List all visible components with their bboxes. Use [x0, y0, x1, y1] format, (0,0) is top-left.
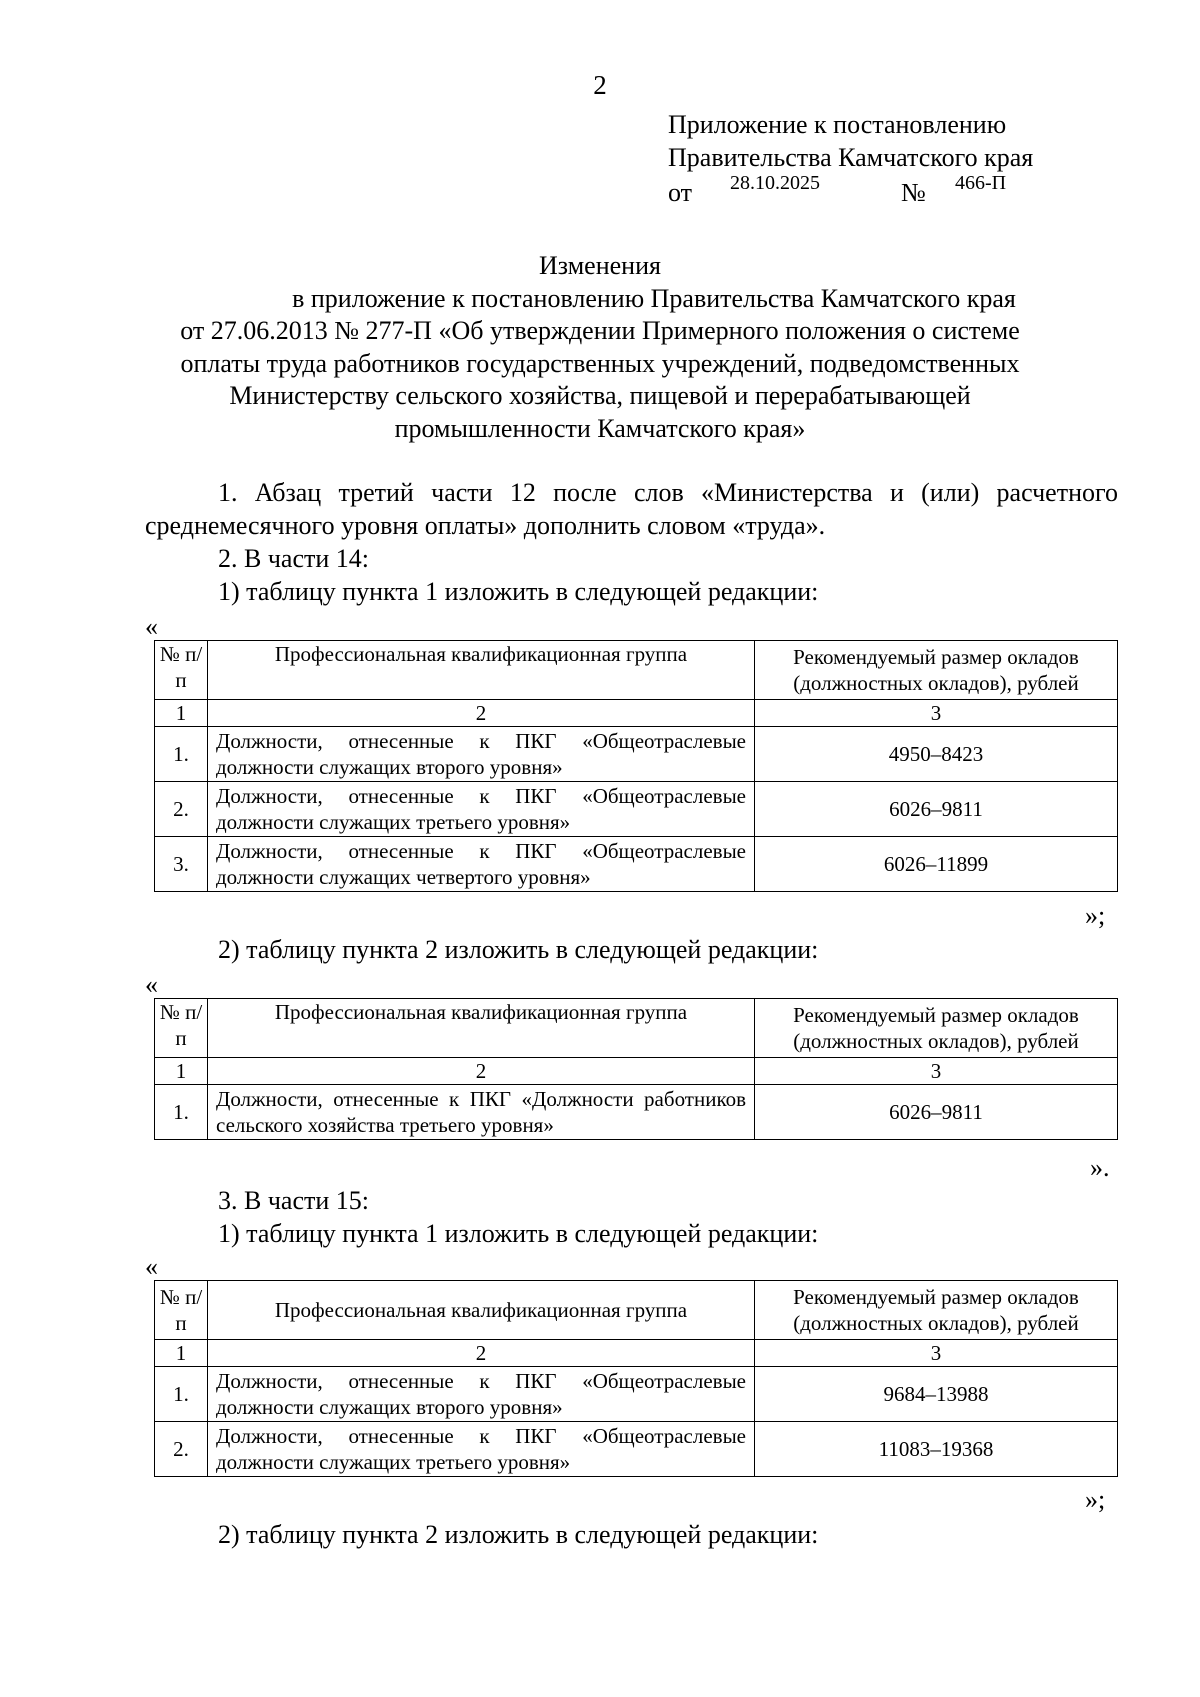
header-group: Профессиональная квалификационная группа [208, 999, 755, 1058]
row-group: Должности, отнесенные к ПКГ «Общеотраслевые должности служащих второго уровня» [208, 727, 755, 782]
row-salary: 6026–9811 [755, 782, 1118, 837]
header-number: № п/п [155, 641, 208, 700]
column-number-2: 2 [208, 1058, 755, 1085]
header-group: Профессиональная квалификационная группа [208, 641, 755, 700]
header-salary: Рекомендуемый размер окладов (должностных окладов), рублей [755, 641, 1118, 700]
paragraph-2: 2. В части 14: [218, 544, 369, 573]
header-number: № п/п [155, 1281, 208, 1340]
paragraph-2-item-1: 1) таблицу пункта 1 изложить в следующей редакции: [218, 577, 819, 606]
title-line-6: промышленности Камчатского края» [394, 414, 806, 443]
row-salary: 6026–9811 [755, 1085, 1118, 1140]
row-group: Должности, отнесенные к ПКГ «Должности работников сельского хозяйства третьего уровня» [208, 1085, 755, 1140]
row-number: 1. [155, 1367, 208, 1422]
header-salary: Рекомендуемый размер окладов (должностных окладов), рублей [755, 999, 1118, 1058]
title-line-1: Изменения [539, 251, 661, 280]
row-salary: 11083–19368 [755, 1422, 1118, 1477]
column-number-row [155, 700, 1118, 727]
open-quote: « [145, 970, 158, 999]
appendix-number: 466-П [955, 172, 1007, 194]
paragraph-1-line-1: 1. Абзац третий части 12 после слов «Министерства и (или) расчетного [218, 478, 1118, 507]
close-quote: »; [1085, 1485, 1106, 1514]
table-row [155, 727, 1118, 782]
from-label: от [668, 178, 693, 207]
table-row [155, 1422, 1118, 1477]
row-number: 2. [155, 1422, 208, 1477]
column-number-row [155, 1058, 1118, 1085]
appendix-date-line [668, 172, 1068, 210]
table-header-row [155, 641, 1118, 700]
table-row [155, 782, 1118, 837]
table-header-row [155, 1281, 1118, 1340]
number-label: № [901, 178, 926, 207]
title-line-3: от 27.06.2013 № 277-П «Об утверждении Примерного положения о системе [180, 316, 1020, 345]
paragraph-3-item-2: 2) таблицу пункта 2 изложить в следующей редакции: [218, 1520, 819, 1549]
column-number-1: 1 [155, 700, 208, 727]
header-group: Профессиональная квалификационная группа [208, 1281, 755, 1340]
column-number-1: 1 [155, 1340, 208, 1367]
column-number-2: 2 [208, 700, 755, 727]
row-number: 2. [155, 782, 208, 837]
row-group: Должности, отнесенные к ПКГ «Общеотраслевые должности служащих второго уровня» [208, 1367, 755, 1422]
title-line-5: Министерству сельского хозяйства, пищевой и перерабатывающей [229, 381, 971, 410]
row-number: 3. [155, 837, 208, 892]
header-salary: Рекомендуемый размер окладов (должностных окладов), рублей [755, 1281, 1118, 1340]
close-quote: ». [1090, 1153, 1110, 1182]
appendix-line-1: Приложение к постановлению [668, 110, 1007, 139]
close-quote: »; [1085, 901, 1106, 930]
paragraph-1-line-2: среднемесячного уровня оплаты» дополнить словом «труда». [145, 511, 826, 540]
row-salary: 4950–8423 [755, 727, 1118, 782]
title-line-2: в приложение к постановлению Правительства Камчатского края [292, 284, 1016, 313]
table-row [155, 1085, 1118, 1140]
column-number-3: 3 [755, 1340, 1118, 1367]
column-number-row [155, 1340, 1118, 1367]
paragraph-3: 3. В части 15: [218, 1186, 369, 1215]
column-number-2: 2 [208, 1340, 755, 1367]
column-number-1: 1 [155, 1058, 208, 1085]
table-row [155, 837, 1118, 892]
row-group: Должности, отнесенные к ПКГ «Общеотраслевые должности служащих третьего уровня» [208, 782, 755, 837]
row-salary: 6026–11899 [755, 837, 1118, 892]
row-group: Должности, отнесенные к ПКГ «Общеотраслевые должности служащих третьего уровня» [208, 1422, 755, 1477]
salary-table-2 [154, 998, 1118, 1140]
table-row [155, 1367, 1118, 1422]
header-number: № п/п [155, 999, 208, 1058]
appendix-date: 28.10.2025 [730, 172, 820, 194]
row-number: 1. [155, 727, 208, 782]
table-header-row [155, 999, 1118, 1058]
open-quote: « [145, 1252, 158, 1281]
title-line-4: оплаты труда работников государственных учреждений, подведомственных [180, 349, 1020, 378]
paragraph-2-item-2: 2) таблицу пункта 2 изложить в следующей редакции: [218, 935, 819, 964]
page-number: 2 [593, 70, 607, 100]
open-quote: « [145, 612, 158, 641]
column-number-3: 3 [755, 700, 1118, 727]
salary-table-3 [154, 1280, 1118, 1477]
salary-table-1 [154, 640, 1118, 892]
column-number-3: 3 [755, 1058, 1118, 1085]
paragraph-3-item-1: 1) таблицу пункта 1 изложить в следующей редакции: [218, 1219, 819, 1248]
row-number: 1. [155, 1085, 208, 1140]
appendix-line-2: Правительства Камчатского края [668, 143, 1034, 172]
row-salary: 9684–13988 [755, 1367, 1118, 1422]
row-group: Должности, отнесенные к ПКГ «Общеотраслевые должности служащих четвертого уровня» [208, 837, 755, 892]
